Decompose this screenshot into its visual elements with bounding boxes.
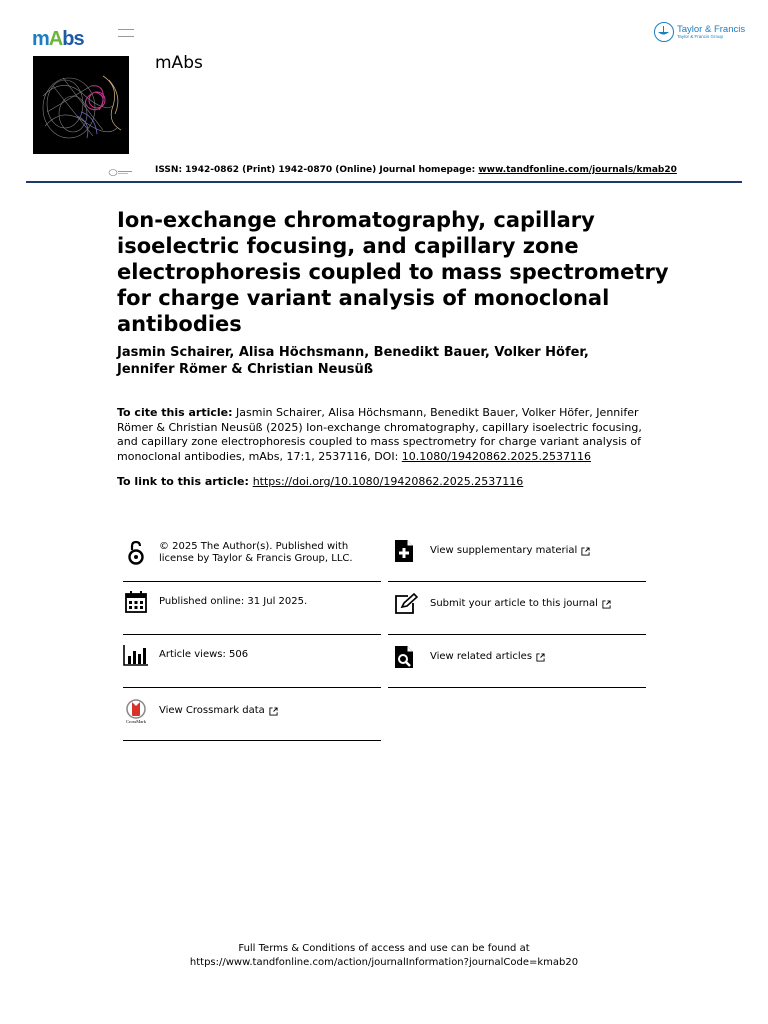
cover-caption-mark (108, 161, 134, 168)
cite-label: To cite this article: (117, 406, 233, 419)
related-link[interactable]: View related articles (430, 650, 533, 662)
open-access-icon (123, 540, 149, 566)
footer-terms: Full Terms & Conditions of access and use can be found at (238, 943, 530, 954)
published-cell (123, 588, 381, 616)
article-link-line (117, 475, 523, 488)
footer (0, 942, 768, 970)
crossmark-cell[interactable] (123, 696, 381, 726)
cite-text: Jasmin Schairer, Alisa Höchsmann, Benedikt Bauer, Volker Höfer, Jennifer Römer & Christian Neusüß (2025) Ion-exchange chromatography, capillary isoelectric focusing, and capillary zone electrophoresis coupled to mass spectrometry for charge variant analysis of monoclonal antibodies, mAbs, 17:1, 2537116, DOI: (117, 406, 642, 463)
cite-doi-link[interactable]: 10.1080/19420862.2025.2537116 (401, 449, 591, 463)
divider (123, 740, 381, 741)
views-cell (123, 641, 381, 669)
taylor-francis-icon (654, 22, 674, 42)
publisher-group: Taylor & Francis Group (677, 34, 724, 39)
license-text: © 2025 The Author(s). Published with license by Taylor & Francis Group, LLC. (159, 540, 353, 564)
search-document-icon (394, 644, 420, 670)
issn-line (155, 165, 677, 175)
external-link-icon (581, 547, 590, 556)
header-divider (26, 181, 742, 183)
divider (388, 687, 646, 688)
external-link-icon (602, 600, 611, 609)
footer-terms-url[interactable]: https://www.tandfonline.com/action/journalInformation?journalCode=kmab20 (189, 957, 579, 968)
divider (388, 581, 646, 582)
calendar-icon (123, 589, 149, 615)
journal-cover-image (33, 56, 129, 154)
license-cell (123, 535, 381, 571)
publisher-logo[interactable] (654, 22, 745, 42)
divider (123, 634, 381, 635)
link-label: To link to this article: (117, 475, 253, 488)
crossmark-icon-label: CrossMark (126, 718, 146, 724)
small-mark (118, 29, 134, 37)
mabs-logo: mAbs (32, 28, 84, 50)
citation-block (117, 406, 657, 464)
journal-name: mAbs (155, 53, 203, 73)
external-link-icon (536, 653, 545, 662)
submit-cell[interactable] (394, 590, 646, 618)
divider (123, 687, 381, 688)
crossmark-icon (123, 698, 149, 724)
article-doi-link[interactable]: https://doi.org/10.1080/19420862.2025.2537116 (252, 475, 524, 488)
bar-chart-icon (123, 642, 149, 668)
external-link-icon (269, 707, 278, 716)
divider (388, 634, 646, 635)
issn-text: ISSN: 1942-0862 (Print) 1942-0870 (Online) Journal homepage: (155, 165, 479, 175)
edit-icon (394, 591, 420, 617)
supplementary-file-icon (394, 538, 420, 564)
crossmark-link[interactable]: View Crossmark data (159, 704, 265, 716)
article-title: Ion-exchange chromatography, capillary isoelectric focusing, and capillary zone electrophoresis coupled to mass spectrometry for charge variant analysis of monoclonal antibodies (117, 208, 669, 336)
published-date: Published online: 31 Jul 2025. (159, 595, 308, 607)
related-cell[interactable] (394, 643, 646, 671)
supplementary-cell[interactable] (394, 537, 646, 565)
article-authors: Jasmin Schairer, Alisa Höchsmann, Benedikt Bauer, Volker Höfer, Jennifer Römer & Christian Neusüß (117, 345, 589, 377)
journal-homepage-link[interactable]: www.tandfonline.com/journals/kmab20 (478, 165, 677, 175)
supplementary-link[interactable]: View supplementary material (430, 544, 578, 556)
submit-link[interactable]: Submit your article to this journal (430, 597, 598, 609)
publisher-name: Taylor & Francis (677, 23, 746, 35)
divider (123, 581, 381, 582)
article-views: Article views: 506 (159, 648, 249, 660)
